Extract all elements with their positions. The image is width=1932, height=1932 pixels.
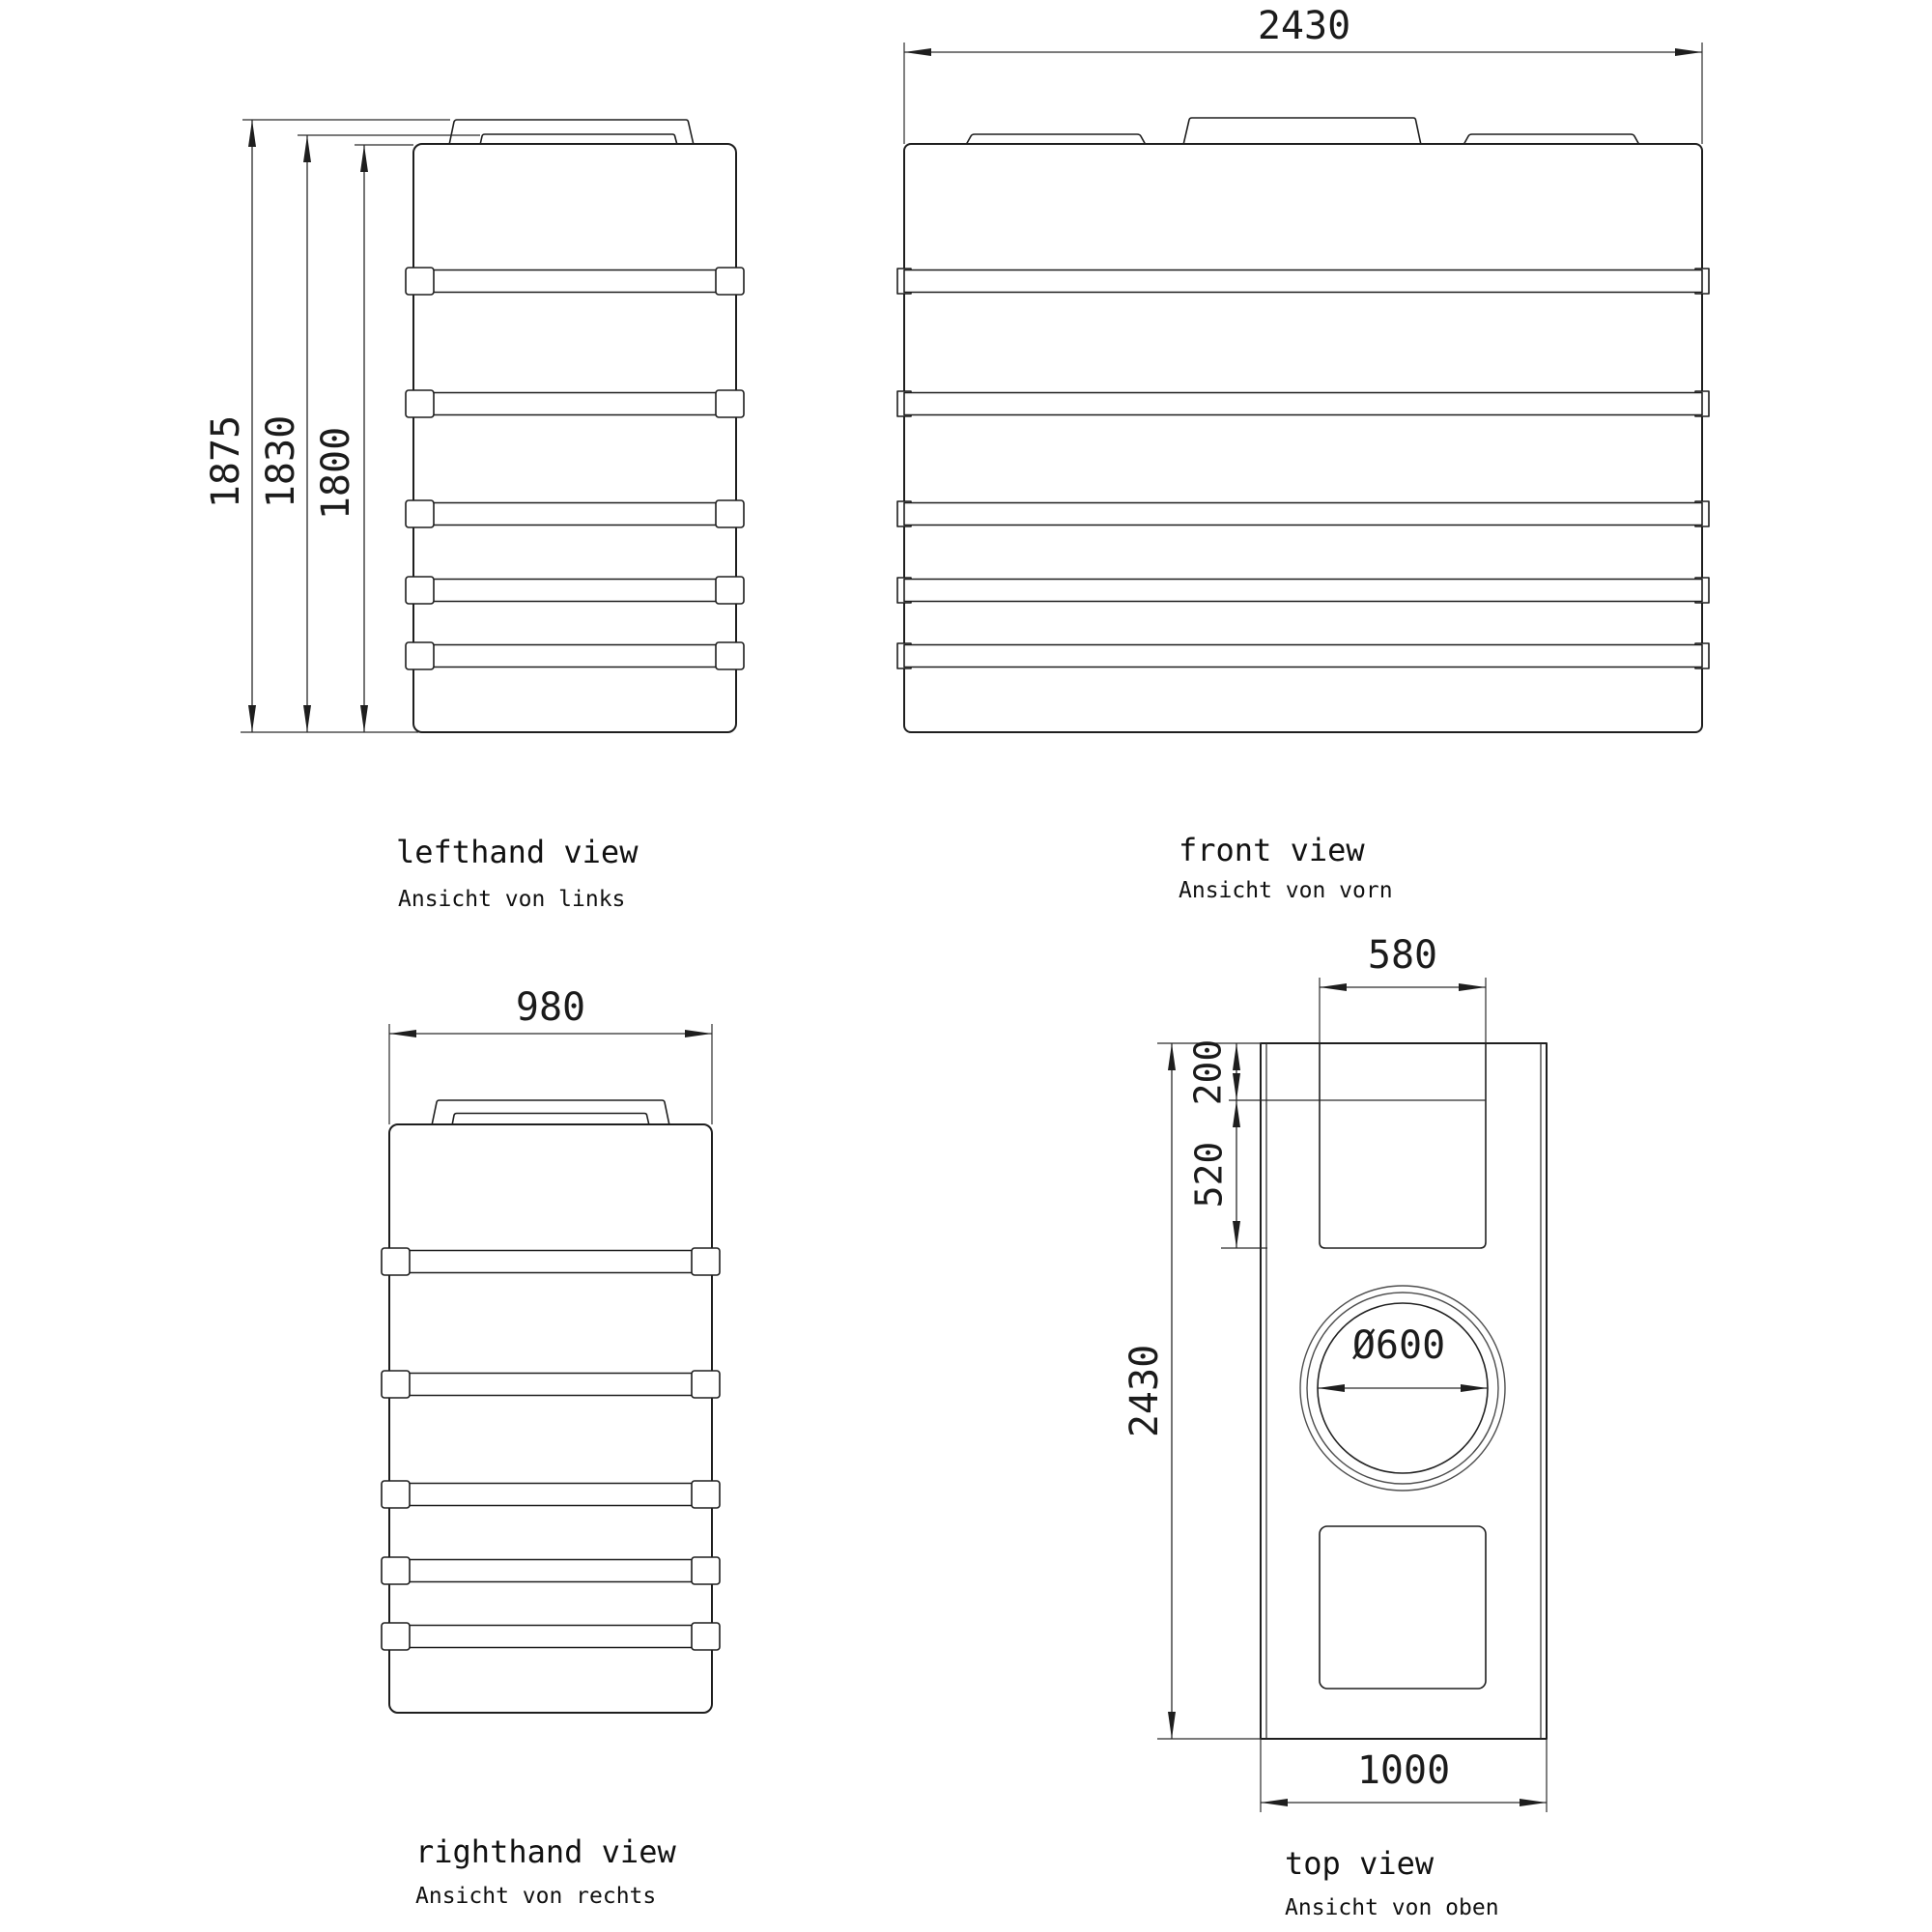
dim-value-length: 2430 bbox=[1122, 1344, 1167, 1438]
rib-band-tab bbox=[406, 577, 434, 604]
view-title: front view bbox=[1179, 832, 1365, 868]
rib-band bbox=[413, 580, 736, 602]
lefthand-view bbox=[204, 120, 744, 912]
view-subtitle: Ansicht von vorn bbox=[1179, 878, 1393, 903]
rib-band-tab bbox=[382, 1557, 410, 1584]
rib-band-tab bbox=[406, 642, 434, 669]
front-view bbox=[897, 4, 1709, 903]
bottom-width-dimension bbox=[1261, 1739, 1547, 1812]
tank-body bbox=[389, 1124, 712, 1713]
top-view bbox=[1122, 933, 1547, 1920]
rib-band bbox=[389, 1484, 712, 1506]
rib-band bbox=[904, 645, 1702, 668]
rib-band bbox=[413, 270, 736, 293]
bottom-fitting bbox=[1320, 1526, 1486, 1689]
view-subtitle: Ansicht von oben bbox=[1285, 1895, 1499, 1920]
rib-band-tab bbox=[716, 268, 744, 295]
rib-band bbox=[904, 503, 1702, 526]
righthand-view bbox=[382, 985, 720, 1909]
rib-band bbox=[389, 1560, 712, 1582]
view-subtitle: Ansicht von rechts bbox=[415, 1884, 657, 1909]
dim-value-width: 980 bbox=[515, 985, 586, 1030]
rib-band-tab bbox=[692, 1623, 720, 1650]
rib-band bbox=[413, 503, 736, 526]
rib-band-tab bbox=[692, 1557, 720, 1584]
rib-band-tab bbox=[406, 268, 434, 295]
tank-body bbox=[904, 144, 1702, 732]
dim-value-upper-height: 1830 bbox=[259, 414, 303, 509]
dim-value-lid-width: 580 bbox=[1367, 933, 1438, 978]
dim-value-lid-depth: 520 bbox=[1187, 1141, 1231, 1208]
rib-band-tab bbox=[716, 500, 744, 527]
rib-band bbox=[413, 393, 736, 415]
dim-value-total-height: 1875 bbox=[204, 414, 248, 509]
lid-cap bbox=[1183, 118, 1421, 145]
rib-band-tab bbox=[692, 1371, 720, 1398]
dim-value-manhole-diameter: Ø600 bbox=[1351, 1323, 1446, 1368]
lid-position-dimensions bbox=[1186, 1039, 1236, 1248]
rib-band-tab bbox=[692, 1248, 720, 1275]
rib-band bbox=[904, 270, 1702, 293]
rib-band bbox=[389, 1626, 712, 1648]
rib-band bbox=[413, 645, 736, 668]
rib-band-tab bbox=[716, 577, 744, 604]
dim-value-bottom-width: 1000 bbox=[1356, 1748, 1451, 1793]
rib-band bbox=[389, 1251, 712, 1273]
dim-value-width: 2430 bbox=[1257, 4, 1351, 48]
rib-band-tab bbox=[382, 1371, 410, 1398]
dim-value-lid-offset: 200 bbox=[1186, 1038, 1230, 1106]
rib-band-tab bbox=[692, 1481, 720, 1508]
rib-band bbox=[389, 1374, 712, 1396]
view-subtitle: Ansicht von links bbox=[398, 887, 626, 912]
rib-band bbox=[904, 580, 1702, 602]
rib-band-tab bbox=[406, 500, 434, 527]
view-title: righthand view bbox=[415, 1833, 676, 1870]
rib-band-tab bbox=[406, 390, 434, 417]
rib-band-tab bbox=[716, 642, 744, 669]
rib-band bbox=[904, 393, 1702, 415]
lid-width-dimension bbox=[1320, 933, 1486, 1043]
rib-band-tab bbox=[382, 1248, 410, 1275]
tank-body bbox=[413, 144, 736, 732]
view-title: lefthand view bbox=[396, 834, 639, 870]
rib-band-tab bbox=[382, 1481, 410, 1508]
dim-value-body-height: 1800 bbox=[314, 426, 358, 521]
rib-band-tab bbox=[382, 1623, 410, 1650]
view-title: top view bbox=[1285, 1845, 1435, 1882]
rib-band-tab bbox=[716, 390, 744, 417]
